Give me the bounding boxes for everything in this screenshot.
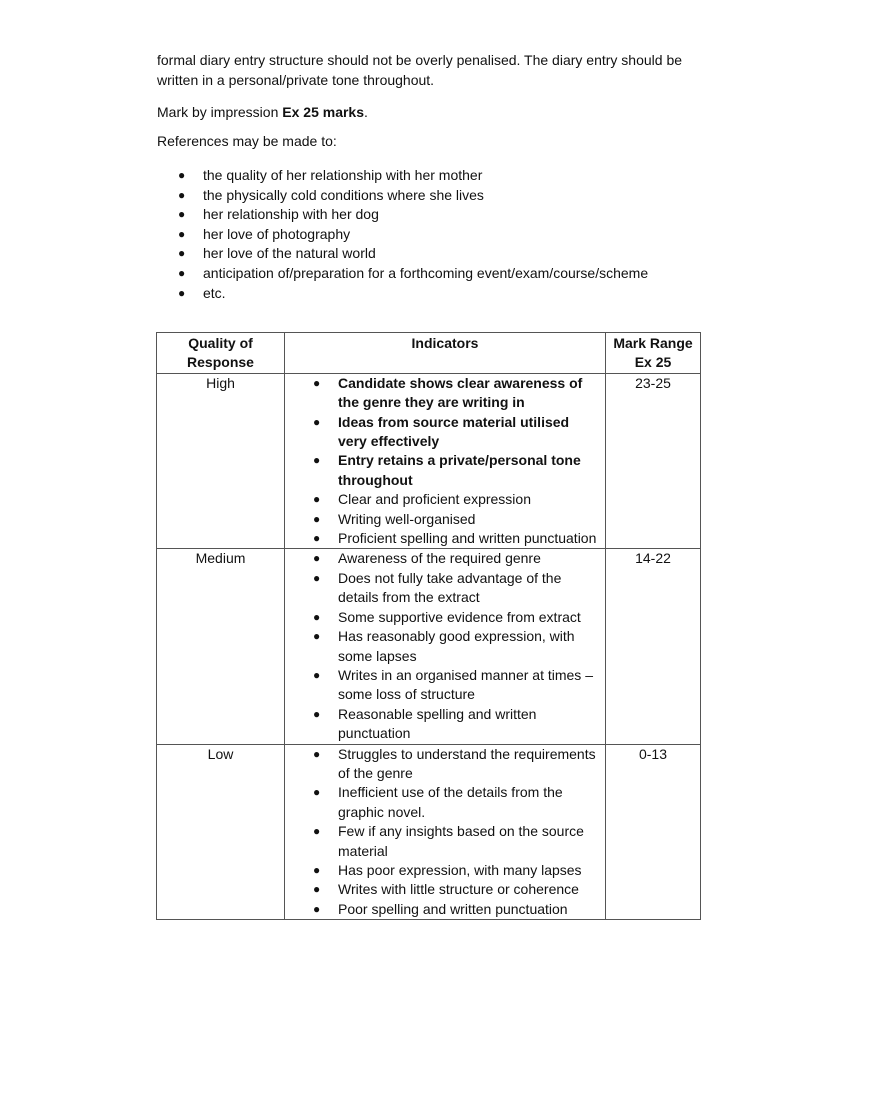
bullet-icon: ● [313,609,321,624]
indicator-item [285,608,597,627]
indicator-item [285,569,597,608]
reference-item [157,205,717,225]
references-list [157,166,717,303]
reference-text: etc. [203,284,226,301]
indicator-item [285,490,597,509]
bullet-icon: ● [313,570,321,585]
bullet-icon: ● [313,629,321,644]
indicator-text: Awareness of the required genre [338,550,541,567]
bullet-icon: ● [313,453,321,468]
bullet-icon: ● [313,824,321,839]
indicator-text: Has poor expression, with many lapses [338,861,582,878]
indicators-cell [285,744,606,920]
indicator-text: Has reasonably good expression, with some lapses [338,628,575,664]
bullet-icon: ● [313,785,321,800]
indicator-text: Does not fully take advantage of the details from the extract [338,569,562,606]
indicator-item [285,510,597,529]
reference-text: her love of photography [203,225,351,242]
bullet-icon: ● [178,265,186,280]
bullet-icon: ● [313,492,321,507]
reference-item [157,284,717,304]
indicators-cell [285,373,606,549]
indicators-list [285,549,605,743]
quality-cell: High [157,373,285,549]
indicator-text: Some supportive evidence from extract [338,608,581,625]
indicators-list [285,374,605,549]
reference-text: the physically cold conditions where she lives [203,186,484,203]
indicator-text: Inefficient use of the details from the graphic novel. [338,784,563,820]
header-range-line2: Ex 25 [634,354,672,371]
quality-cell: Low [157,744,285,920]
reference-text: the quality of her relationship with her mother [203,167,483,183]
reference-text: her love of the natural world [203,245,376,262]
bullet-icon: ● [313,511,321,526]
indicator-text: Poor spelling and written punctuation [338,900,568,917]
indicator-item [285,822,597,861]
indicator-item [285,783,597,822]
table-header-row [157,333,701,374]
bullet-icon: ● [313,882,321,897]
indicator-text: Reasonable spelling and written punctuation [338,705,537,742]
header-quality-line2: Response [187,354,254,371]
indicator-text: Writes in an organised manner at times – some loss of structure [338,666,593,703]
indicator-item [285,861,597,880]
bullet-icon: ● [178,168,186,182]
header-quality-line1: Quality of [188,335,253,351]
bullet-icon: ● [313,667,321,682]
mark-instruction [157,103,717,123]
table-row-low [157,744,701,920]
bullet-icon: ● [178,207,186,222]
header-range-line1: Mark Range [613,335,693,351]
bullet-icon: ● [313,375,321,390]
bullet-icon: ● [178,226,186,241]
bullet-icon: ● [178,246,186,261]
indicator-item [285,666,597,705]
reference-item [157,186,717,206]
reference-text: her relationship with her dog [203,206,379,223]
indicator-item [285,549,597,568]
indicator-text: Ideas from source material utilised very effectively [338,413,570,450]
marking-grid-table [156,332,701,920]
indicators-cell [285,549,606,744]
indicator-text: Entry retains a private/personal tone throughout [338,452,581,488]
mark-range-cell: 23-25 [606,373,701,549]
indicator-text: Clear and proficient expression [338,491,531,508]
indicator-item [285,627,597,666]
mark-instruction-prefix: Mark by impression [157,104,283,120]
bullet-icon: ● [313,414,321,429]
indicator-item [285,880,597,899]
indicator-text: Writes with little structure or coherence [338,881,579,898]
indicator-item [285,900,597,919]
indicators-list [285,745,605,920]
indicator-text: Candidate shows clear awareness of the genre they are writing in [338,374,583,411]
indicator-text: Writing well-organised [338,510,476,527]
indicator-item [285,451,597,490]
header-indicators: Indicators [285,333,606,374]
bullet-icon: ● [313,551,321,566]
reference-text: anticipation of/preparation for a forthcoming event/exam/course/scheme [203,264,649,281]
references-heading: References may be made to: [157,133,337,149]
bullet-icon: ● [178,285,186,300]
reference-item [157,264,717,284]
indicator-text: Few if any insights based on the source material [338,823,584,859]
table-row-high [157,373,701,549]
bullet-icon: ● [313,901,321,916]
intro-paragraph: formal diary entry structure should not be overly penalised. The diary entry should be written in a personal/private tone throughout. [157,52,683,88]
indicator-item [285,529,597,548]
bullet-icon: ● [313,706,321,721]
reference-item [157,166,717,186]
table-row-medium [157,549,701,744]
mark-range-cell: 0-13 [606,744,701,920]
header-mark-range [606,333,701,374]
mark-range-cell: 14-22 [606,549,701,744]
mark-total: Ex 25 marks [282,104,364,120]
bullet-icon: ● [313,531,321,546]
indicator-item [285,374,597,413]
indicator-item [285,413,597,452]
reference-item [157,225,717,245]
bullet-icon: ● [178,187,186,202]
indicator-item [285,705,597,744]
indicator-item [285,745,597,784]
reference-item [157,244,717,264]
indicator-text: Proficient spelling and written punctuation [338,530,597,547]
indicator-text: Struggles to understand the requirements of the genre [338,745,596,781]
header-quality-of-response [157,333,285,374]
mark-instruction-suffix: . [364,104,368,120]
bullet-icon: ● [313,862,321,877]
bullet-icon: ● [313,746,321,761]
quality-cell: Medium [157,549,285,744]
